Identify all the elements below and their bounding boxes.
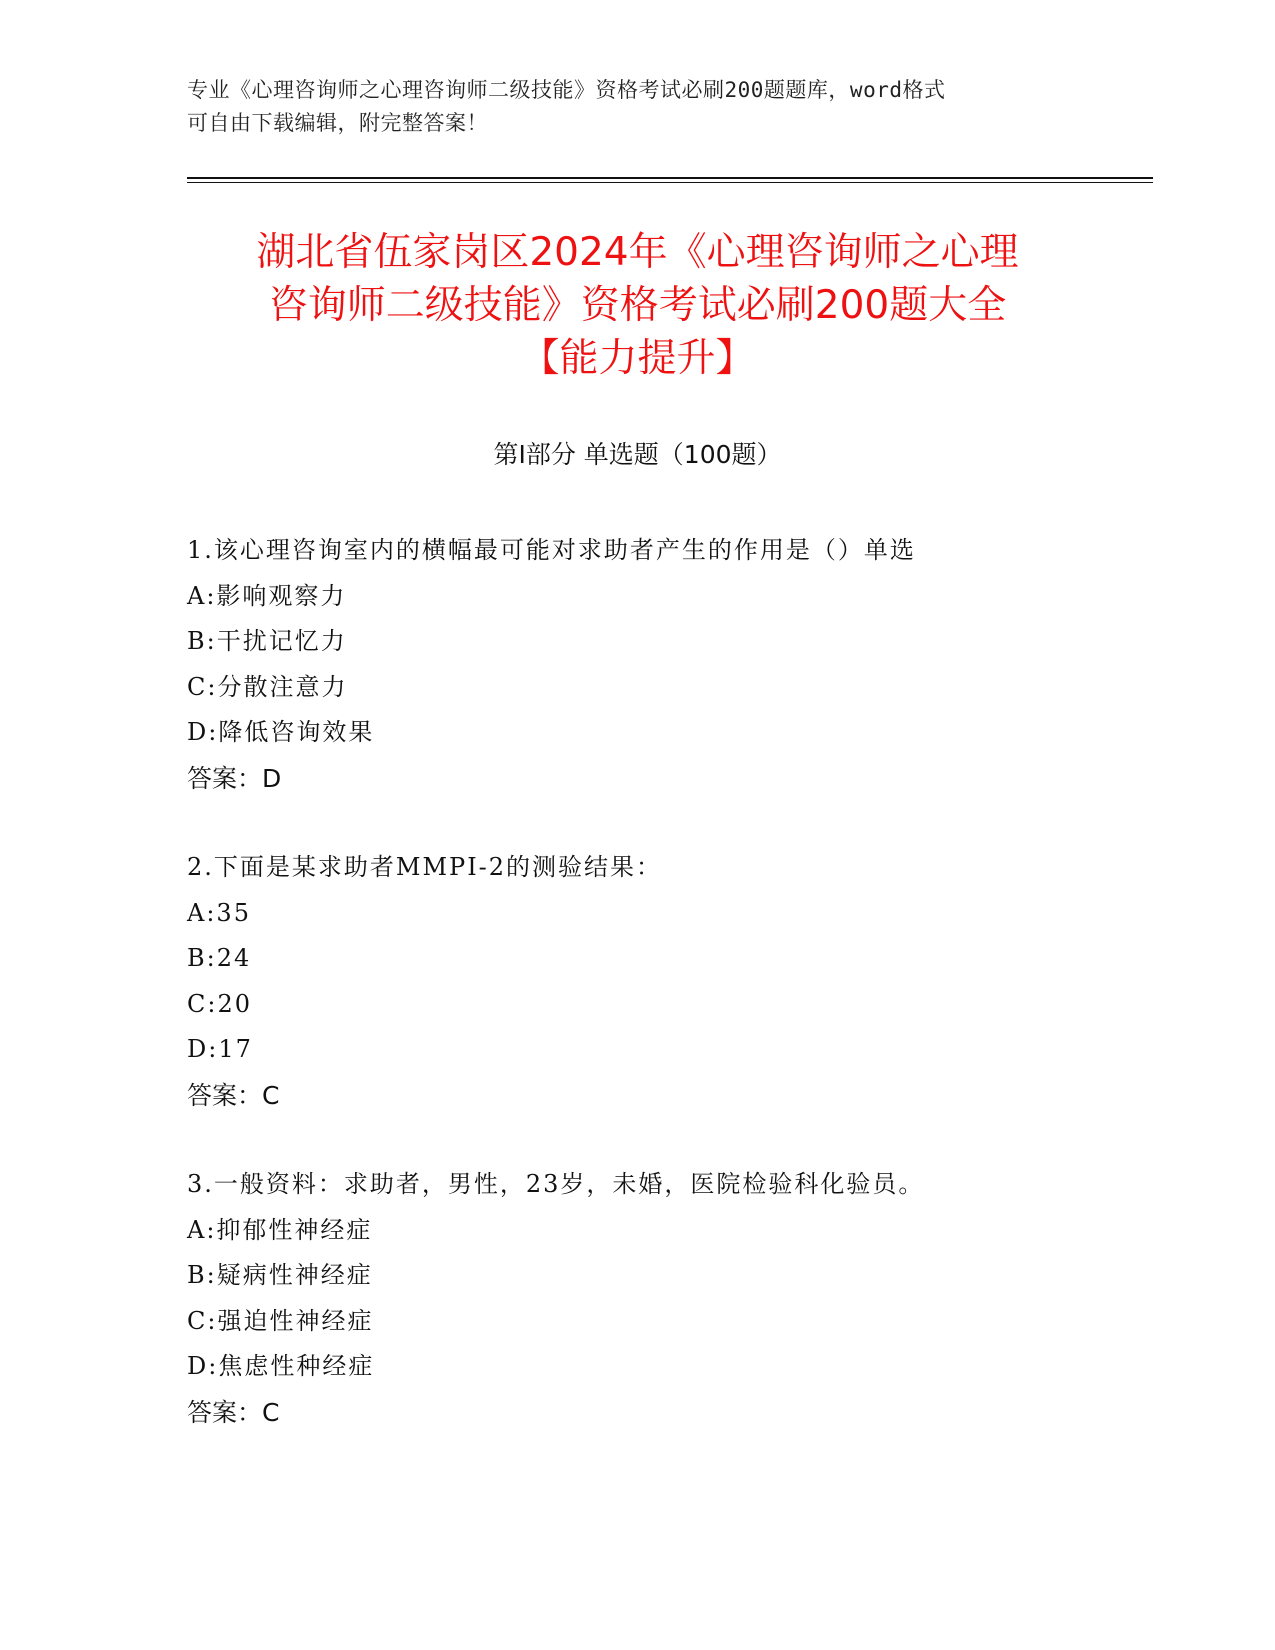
question-stem: 2.下面是某求助者MMPI-2的测验结果： bbox=[187, 853, 663, 881]
title-line-2: 咨询师二级技能》资格考试必刷200题大全 bbox=[268, 283, 1007, 328]
header-note-line-1: 专业《心理咨询师之心理咨询师二级技能》资格考试必刷200题题库，word格式 bbox=[187, 78, 946, 102]
option-b: B:疑病性神经症 bbox=[187, 1261, 373, 1289]
question-stem: 1.该心理咨询室内的横幅最可能对求助者产生的作用是（）单选 bbox=[187, 536, 916, 564]
header-note-line-2: 可自由下载编辑，附完整答案！ bbox=[187, 111, 488, 135]
answer-text: 答案：C bbox=[187, 1397, 280, 1427]
question-list bbox=[187, 528, 1187, 1479]
option-a: A:影响观察力 bbox=[187, 581, 347, 610]
option-b: B:干扰记忆力 bbox=[187, 627, 347, 655]
option-a: A:抑郁性神经症 bbox=[187, 1215, 373, 1244]
answer-text: 答案：C bbox=[187, 1080, 280, 1110]
option-a: A:35 bbox=[187, 898, 251, 927]
question-item bbox=[187, 845, 1187, 1118]
question-stem: 3.一般资料：求助者，男性，23岁，未婚，医院检验科化验员。 bbox=[187, 1170, 925, 1198]
title-line-3: 【能力提升】 bbox=[520, 336, 755, 381]
document-title bbox=[140, 226, 1135, 385]
option-c: C:分散注意力 bbox=[187, 672, 348, 701]
option-d: D:焦虑性种经症 bbox=[187, 1352, 375, 1380]
section-title: 第Ⅰ部分 单选题（100题） bbox=[493, 440, 782, 469]
answer-text: 答案：D bbox=[187, 763, 282, 793]
header-divider-thin bbox=[187, 182, 1153, 183]
option-c: C:强迫性神经症 bbox=[187, 1306, 374, 1335]
option-d: D:17 bbox=[187, 1035, 253, 1063]
document-header-note bbox=[187, 74, 1067, 140]
option-d: D:降低咨询效果 bbox=[187, 718, 375, 746]
question-item bbox=[187, 528, 1187, 801]
title-line-1: 湖北省伍家岗区2024年《心理咨询师之心理 bbox=[256, 230, 1019, 275]
option-b: B:24 bbox=[187, 944, 252, 972]
header-divider-thick bbox=[187, 177, 1153, 179]
option-c: C:20 bbox=[187, 989, 252, 1018]
question-item bbox=[187, 1162, 1187, 1435]
